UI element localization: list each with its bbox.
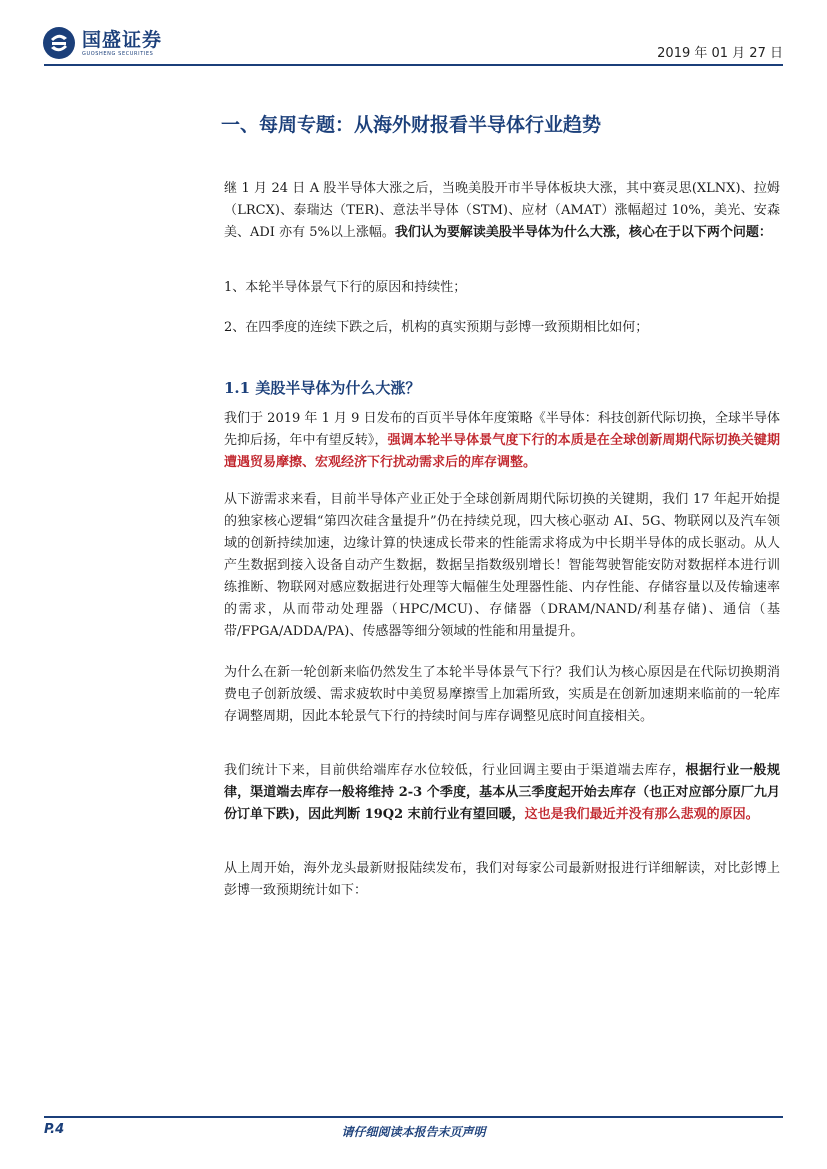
logo-subtitle: GUOSHENG SECURITIES <box>82 51 154 57</box>
paragraph-cause <box>224 662 780 728</box>
strategy-text: 我们于 2019 年 1 月 9 日发布的百页半导体年度策略《半导体：科技创新代际切换，全球半导体先抑后扬，年中有望反转》， <box>224 411 780 448</box>
section-title: 一、每周专题：从海外财报看半导体行业趋势 <box>221 114 602 136</box>
header-divider <box>44 64 783 66</box>
question-2: 2、在四季度的连续下跌之后，机构的真实预期与彭博一致预期相比如何； <box>224 320 649 335</box>
footer-disclaimer: 请仔细阅读本报告末页声明 <box>341 1125 486 1139</box>
question-1: 1、本轮半导体景气下行的原因和持续性； <box>224 280 467 295</box>
paragraph-demand <box>224 489 780 643</box>
intro-bold-text: 我们认为要解读美股半导体为什么大涨，核心在于以下两个问题： <box>394 225 772 240</box>
company-logo <box>42 26 162 60</box>
footer-divider <box>44 1116 783 1118</box>
report-date: 2019 年 01 月 27 日 <box>657 46 783 61</box>
inventory-text: 我们统计下来，目前供给端库存水位较低，行业回调主要由于渠道端去库存， <box>224 763 686 778</box>
inventory-emphasis: 这也是我们最近并没有那么悲观的原因。 <box>524 807 759 822</box>
guosheng-logo-icon <box>42 26 76 60</box>
intro-paragraph <box>224 178 780 244</box>
logo-name: 国盛证券 <box>82 29 163 51</box>
paragraph-inventory <box>224 760 780 826</box>
subsection-title: 1.1 美股半导体为什么大涨？ <box>224 379 421 397</box>
paragraph-earnings <box>224 858 780 902</box>
cause-text: 为什么在新一轮创新来临仍然发生了本轮半导体景气下行？我们认为核心原因是在代际切换期消费电子创新放缓、需求疲软时中美贸易摩擦雪上加霜所致，实质是在创新加速期来临前的一轮库存调整周期，因此本轮景气下行的持续时间与库存调整见底时间直接相关。 <box>224 665 780 724</box>
strategy-emphasis: 强调本轮半导体景气度下行的本质是在全球创新周期代际切换关键期遭遇贸易摩擦、宏观经济下行扰动需求后的库存调整。 <box>224 433 780 470</box>
page-number: P.4 <box>44 1122 65 1137</box>
demand-text: 从下游需求来看，目前半导体产业正处于全球创新周期代际切换的关键期，我们 17 年起开始提的独家核心逻辑“第四次硅含量提升”仍在持续兑现，四大核心驱动 AI、5G、物联网以及汽车领域的创新持续加速，边缘计算的快速成长带来的性能需求将成为中长期半导体的成长驱动。从人产生数据到接入设备自动产生数据，数据呈指数级别增长！智能驾驶智能安防对数据样本进行训练推断、物联网对感应数据进行处理等大幅催生处理器性能、内存性能、存储容量以及传输速率的需求，从而带动处理器（HPC/MCU)、存储器（DRAM/NAND/利基存储)、通信（基带/FPGA/ADDA/PA)、传感器等细分领域的性能和用量提升。 <box>224 492 780 639</box>
paragraph-strategy <box>224 408 780 474</box>
earnings-text: 从上周开始，海外龙头最新财报陆续发布，我们对每家公司最新财报进行详细解读，对比彭博上彭博一致预期统计如下： <box>224 861 780 898</box>
intro-text: 继 1 月 24 日 A 股半导体大涨之后，当晚美股开市半导体板块大涨，其中赛灵思(XLNX)、拉姆（LRCX)、泰瑞达（TER)、意法半导体（STM)、应材（AMAT）涨幅超过 10%，美光、安森美、ADI 亦有 5%以上涨幅。 <box>224 181 780 240</box>
intro-block <box>224 178 780 244</box>
inventory-bold-text: 根据行业一般规律，渠道端去库存一般将维持 2-3 个季度，基本从三季度起开始去库存（也正对应部分原厂九月份订单下跌)，因此判断 19Q2 末前行业有望回暖， <box>224 763 780 822</box>
